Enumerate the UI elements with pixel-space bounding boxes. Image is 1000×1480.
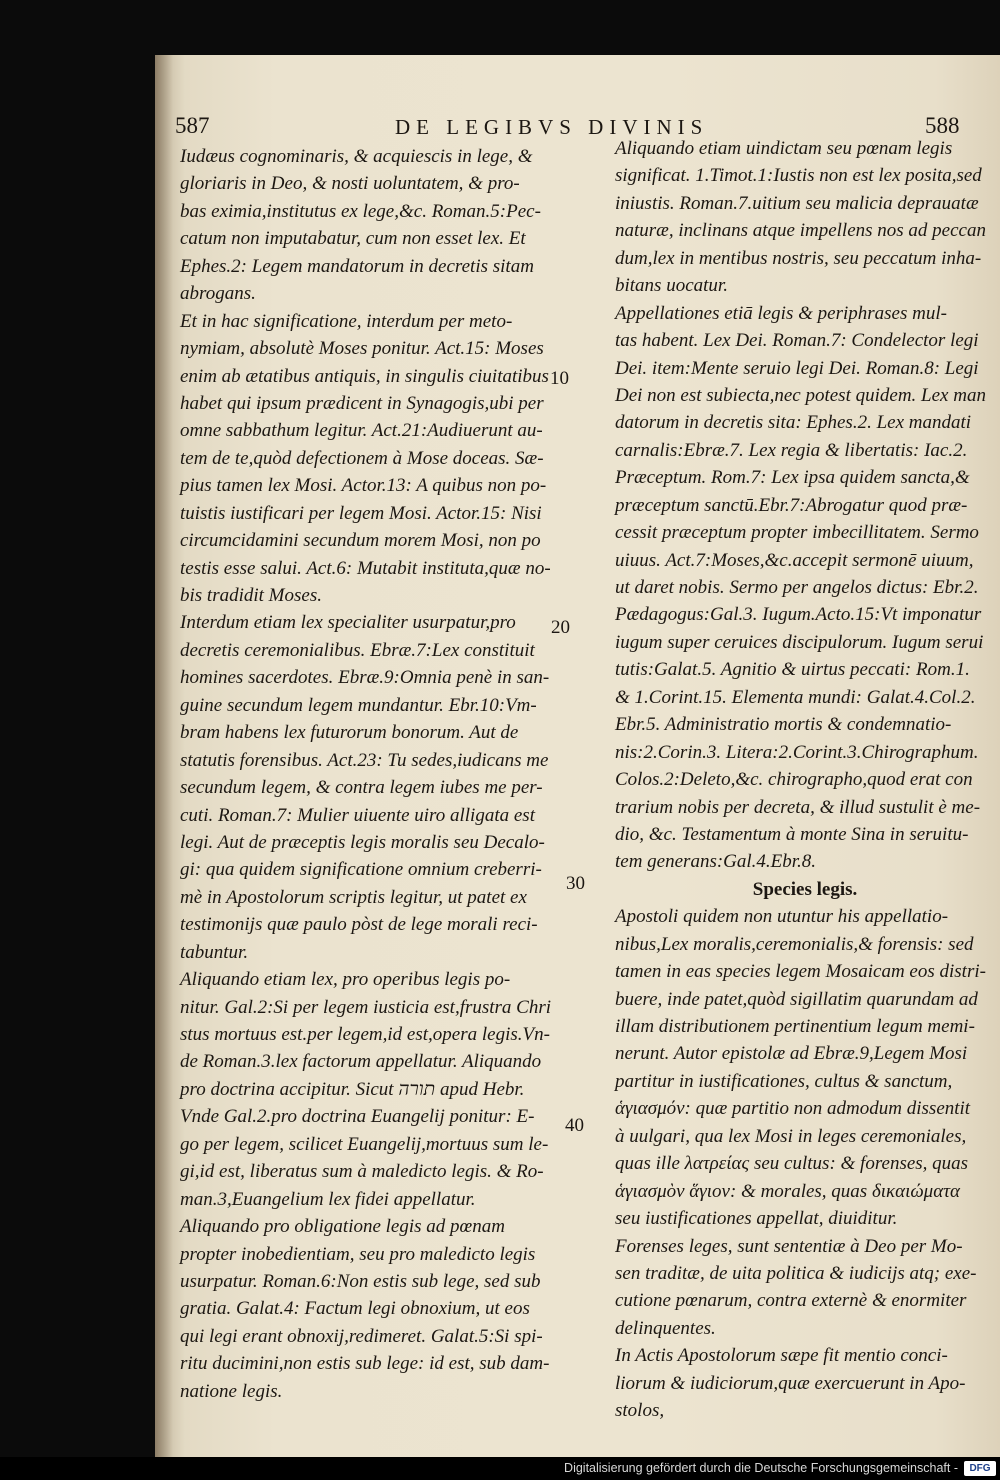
text-line: cuti. Roman.7: Mulier uiuente uiro alligata est <box>180 804 535 826</box>
text-line: tamen in eas species legem Mosaicam eos distri- <box>615 961 986 983</box>
left-column <box>180 143 600 1405</box>
text-line: pius tamen lex Mosi. Actor.13: A quibus non po- <box>180 475 547 497</box>
text-line: circumcidamini secundum morem Mosi, non po <box>180 530 541 552</box>
line-number: 20 <box>551 617 570 638</box>
text-line: nibus,Lex moralis,ceremonialis,& forensis: sed <box>615 933 974 955</box>
text-line: bitans uocatur. <box>615 275 728 297</box>
text-line: sen traditæ, de uita politica & iudicijs atq; exe- <box>615 1262 977 1284</box>
text-line: bis tradidit Moses. <box>180 585 322 606</box>
text-line: testis esse salui. Act.6: Mutabit instituta,quæ no- <box>180 557 551 579</box>
text-line: Aliquando pro obligatione legis ad pœnam <box>180 1216 505 1238</box>
text-line: seu iustificationes appellat, diuiditur. <box>615 1208 898 1230</box>
text-line: quas ille λατρείας seu cultus: & forenses, quas <box>615 1153 969 1175</box>
dfg-logo-icon: DFG <box>964 1461 996 1476</box>
text-line: Iudæus cognominaris, & acquiescis in lege, & <box>180 146 533 167</box>
text-line: Colos.2:Deleto,&c. chirographo,quod erat con <box>615 769 973 791</box>
text-line: Ephes.2: Legem mandatorum in decretis sitam <box>180 255 534 277</box>
text-line: illam distributionem pertinentium legum memi- <box>615 1016 975 1037</box>
text-line: à uulgari, qua lex Mosi in leges ceremoniales, <box>615 1125 967 1147</box>
text-line: bram habens lex futurorum bonorum. Aut de <box>180 722 519 744</box>
text-line: stus mortuus est.per legem,id est,opera legis.Vn- <box>180 1024 550 1045</box>
text-line: Et in hac significatione, interdum per meto- <box>180 310 513 332</box>
text-line: ἁγιασμὸν ἅγιον: & morales, quas δικαιώματα <box>615 1180 960 1202</box>
text-line: Dei. item:Mente seruio legi Dei. Roman.8: Legi <box>615 357 979 379</box>
text-line: nerunt. Autor epistolæ ad Ebræ.9,Legem Mosi <box>615 1043 968 1065</box>
text-line: Vnde Gal.2.pro doctrina Euangelij ponitur: E- <box>180 1106 535 1128</box>
text-line: tuistis iustificari per legem Mosi. Actor.15: Nisi <box>180 502 542 524</box>
text-line: tem generans:Gal.4.Ebr.8. <box>615 851 817 873</box>
text-line: præceptum sanctū.Ebr.7:Abrogatur quod præ- <box>615 494 968 516</box>
text-line: de Roman.3.lex factorum appellatur. Aliquando <box>180 1051 542 1073</box>
text-line: pro doctrina accipitur. Sicut תורה apud Hebr. <box>180 1078 525 1100</box>
text-line: legi. Aut de præceptis legis moralis seu Decalo- <box>180 831 545 853</box>
text-line: In Actis Apostolorum sæpe fit mentio conci- <box>615 1345 948 1367</box>
text-line: iugum super ceruices discipulorum. Iugum serui <box>615 631 984 653</box>
text-line: Forenses leges, sunt sententiæ à Deo per Mo- <box>615 1235 963 1257</box>
text-line: qui legi erant obnoxij,redimeret. Galat.5:Si spi- <box>180 1325 543 1347</box>
text-line: carnalis:Ebræ.7. Lex regia & libertatis: Iac.2. <box>615 439 968 461</box>
text-line: tem de te,quòd defectionem à Mose doceas. Sæ- <box>180 447 544 469</box>
text-line: usurpatur. Roman.6:Non estis sub lege, sed sub <box>180 1270 541 1292</box>
text-line: nymiam, absolutè Moses ponitur. Act.15: Moses <box>180 338 544 360</box>
text-line: & 1.Corint.15. Elementa mundi: Galat.4.Col.2. <box>615 686 976 708</box>
text-line: stolos, <box>615 1400 665 1422</box>
section-heading: Species legis. <box>752 878 858 900</box>
text-line: propter inobedientiam, seu pro maledicto legis <box>180 1243 536 1265</box>
text-line: tabuntur. <box>180 941 249 963</box>
text-line: datorum in decretis sita: Ephes.2. Lex mandati <box>615 412 972 434</box>
text-line: nitur. Gal.2:Si per legem iusticia est,frustra Chri <box>180 996 552 1018</box>
text-line: liorum & iudiciorum,quæ exercuerunt in Apo- <box>615 1372 966 1394</box>
text-line: nis:2.Corin.3. Litera:2.Corint.3.Chirographum. <box>615 741 979 763</box>
text-line: ritu ducimini,non estis sub lege: id est, sub dam- <box>180 1353 550 1375</box>
text-line: enim ab ætatibus antiquis, in singulis ciuitatibus <box>180 365 549 387</box>
text-line: Ebr.5. Administratio mortis & condemnatio- <box>615 714 952 736</box>
text-line: guine secundum legem mundantur. Ebr.10:Vm- <box>180 694 537 716</box>
text-line: dio, &c. Testamentum à monte Sina in seruitu- <box>615 823 969 845</box>
text-line: tutis:Galat.5. Agnitio & uirtus peccati: Rom.1. <box>615 659 970 681</box>
right-column <box>615 135 995 1425</box>
text-line: ἁγιασμόν: quæ partitio non admodum dissentit <box>615 1098 971 1120</box>
text-line: partitur in iustificationes, cultus & sanctum, <box>615 1070 953 1092</box>
text-line: gloriaris in Deo, & nosti uoluntatem, & pro- <box>180 173 520 195</box>
footer-bar <box>0 1457 1000 1480</box>
text-line: Appellationes etiā legis & periphrases mul- <box>615 302 947 324</box>
text-line: bas eximia,institutus ex lege,&c. Roman.5:Pec- <box>180 200 541 222</box>
text-line: mè in Apostolorum scriptis legitur, ut patet ex <box>180 886 527 908</box>
footer-text: Digitalisierung gefördert durch die Deutsche Forschungsgemeinschaft - <box>564 1461 958 1475</box>
text-line: naturæ, inclinans atque impellens nos ad peccan <box>615 220 986 242</box>
text-line: Aliquando etiam lex, pro operibus legis po- <box>180 969 511 991</box>
text-line: iniustis. Roman.7.uitium seu malicia deprauatæ <box>615 192 979 214</box>
text-line: tas habent. Lex Dei. Roman.7: Condelector legi <box>615 330 979 352</box>
text-line: testimonijs quæ paulo pòst de lege morali reci- <box>180 914 538 936</box>
text-line: Apostoli quidem non utuntur his appellatio- <box>615 906 949 928</box>
text-line: Præceptum. Rom.7: Lex ipsa quidem sancta,& <box>615 467 970 489</box>
text-line: go per legem, scilicet Euangelij,mortuus sum le- <box>180 1133 549 1155</box>
text-line: buere, inde patet,quòd sigillatim quarundam ad <box>615 988 978 1010</box>
text-line: cessit præceptum propter imbecillitatem. Sermo <box>615 522 979 544</box>
text-line: ut daret nobis. Sermo per angelos dictus: Ebr.2. <box>615 577 979 598</box>
text-line: dum,lex in mentibus nostris, seu peccatum inha- <box>615 247 982 269</box>
book-page <box>155 55 1000 1457</box>
text-line: secundum legem, & contra legem iubes me per- <box>180 777 543 799</box>
text-line: abrogans. <box>180 283 256 305</box>
text-line: cutione pœnarum, contra externè & enormiter <box>615 1290 967 1312</box>
text-line: habet qui ipsum prædicent in Synagogis,ubi per <box>180 392 544 414</box>
page-number-right: 588 <box>925 113 960 138</box>
text-line: Aliquando etiam uindictam seu pœnam legis <box>615 138 953 159</box>
text-line: Dei non est subiecta,nec potest quidem. Lex man <box>615 384 986 406</box>
text-line: Pædagogus:Gal.3. Iugum.Acto.15:Vt imponatur <box>615 604 982 626</box>
text-line: statutis forensibus. Act.23: Tu sedes,iudicans me <box>180 749 549 771</box>
text-line: man.3,Euangelium lex fidei appellatur. <box>180 1188 476 1210</box>
line-number: 40 <box>565 1115 584 1136</box>
text-line: uiuus. Act.7:Moses,&c.accepit sermonē uiuum, <box>615 549 974 571</box>
text-line: trarium nobis per decreta, & illud sustulit è me- <box>615 796 981 818</box>
text-line: gi: qua quidem significatione omnium creberri- <box>180 859 542 881</box>
text-line: catum non imputabatur, cum non esset lex. Et <box>180 228 526 250</box>
text-line: homines sacerdotes. Ebræ.9:Omnia penè in san- <box>180 667 550 689</box>
text-line: Interdum etiam lex specialiter usurpatur,pro <box>180 612 516 634</box>
line-number: 30 <box>566 873 585 894</box>
page-number-left: 587 <box>175 113 210 138</box>
text-line: omne sabbathum legitur. Act.21:Audiuerunt au- <box>180 420 543 442</box>
text-line: decretis ceremonialibus. Ebræ.7:Lex constituit <box>180 639 535 661</box>
text-line: gratia. Galat.4: Factum legi obnoxium, ut eos <box>180 1298 530 1320</box>
text-line: significat. 1.Timot.1:Iustis non est lex posita,sed <box>615 165 982 187</box>
line-number: 10 <box>550 368 569 389</box>
text-line: gi,id est, liberatus sum à maledicto legis. & Ro- <box>180 1161 544 1183</box>
text-line: delinquentes. <box>615 1317 716 1339</box>
text-line: natione legis. <box>180 1380 283 1402</box>
running-title: DE LEGIBVS DIVINIS <box>395 115 709 139</box>
